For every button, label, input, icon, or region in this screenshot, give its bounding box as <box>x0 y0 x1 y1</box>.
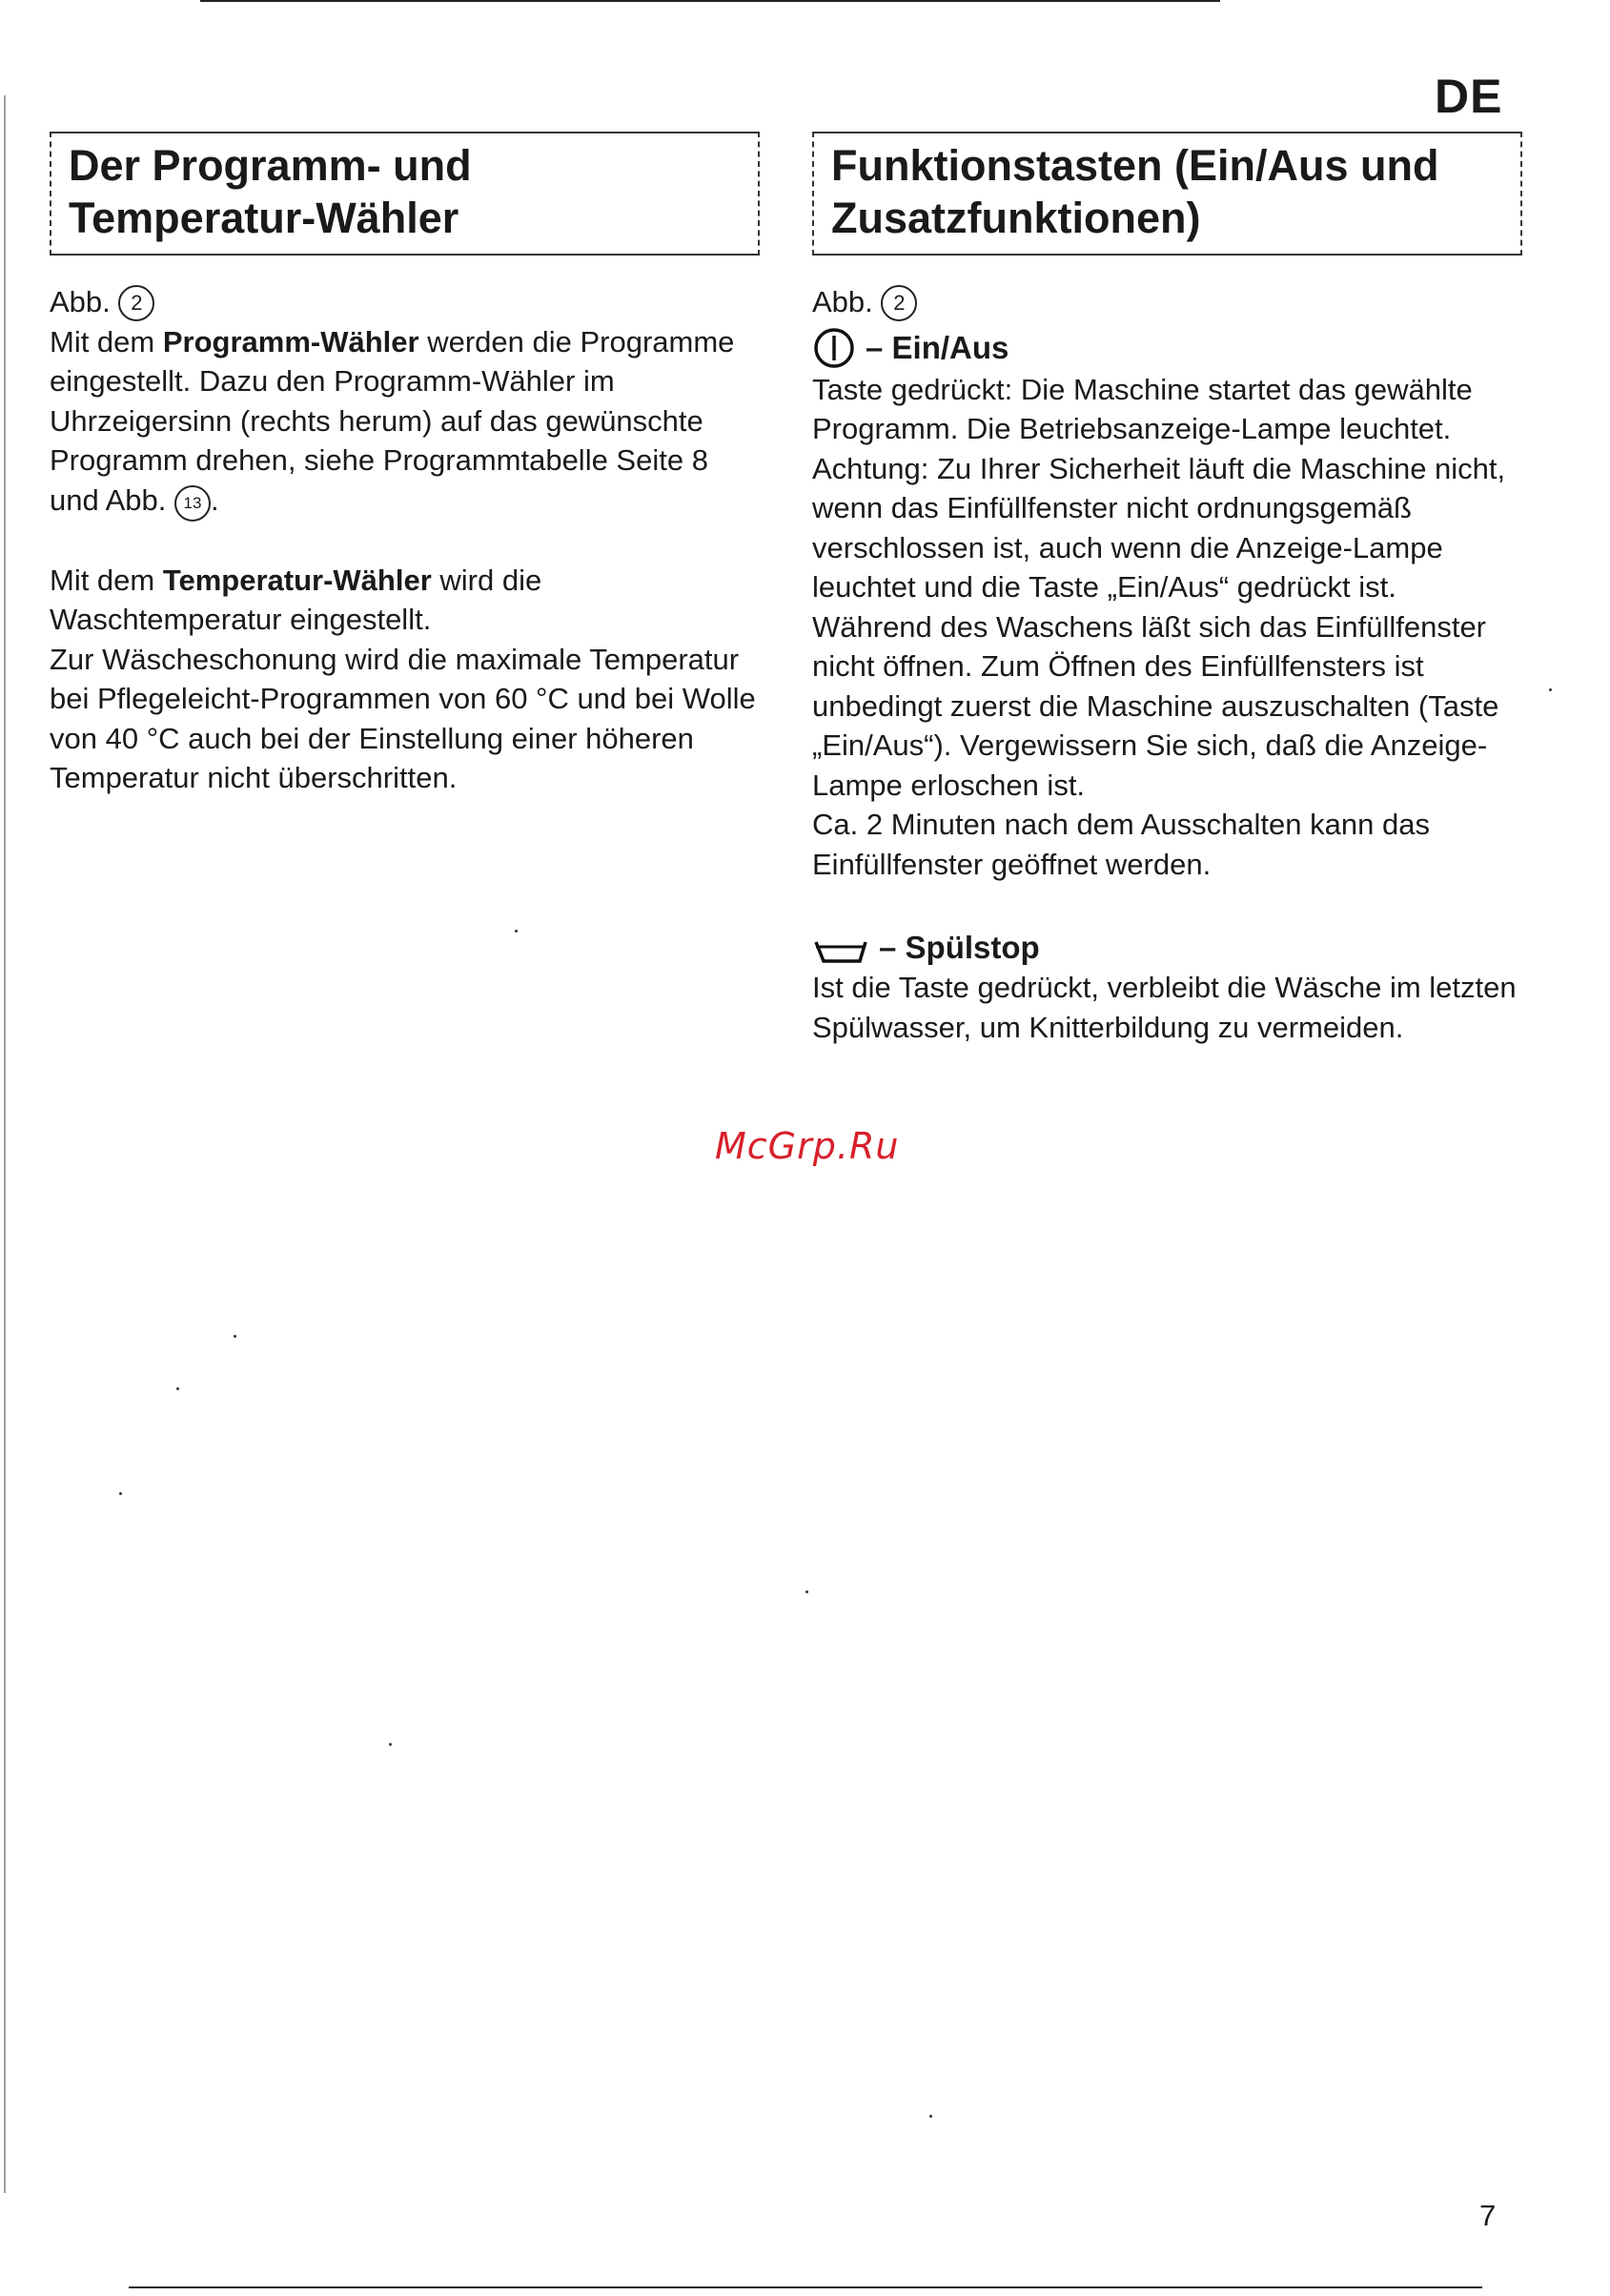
left-heading <box>50 132 760 256</box>
scan-speck <box>119 1492 122 1495</box>
language-tag: DE <box>1435 70 1503 123</box>
right-figure-ref <box>812 282 1522 322</box>
left-heading-line-2: Temperatur-Wähler <box>69 194 459 242</box>
rinse-hold-icon <box>812 933 869 962</box>
onoff-subheading <box>812 326 1522 370</box>
rinse-title: – Spülstop <box>879 930 1040 965</box>
onoff-paragraph-2: Achtung: Zu Ihrer Sicherheit läuft die Maschine nicht, wenn das Einfüllfenster nicht ordnungsgemäß verschlossen ist, auch wenn die Anzeige-Lampe leuchtet und die Taste „Ein/Aus“ gedrückt ist. <box>812 451 1506 604</box>
abb-label: Abb. <box>812 285 873 318</box>
scan-speck <box>389 1743 392 1746</box>
text-run: werden die Programme eingestellt. Dazu den Programm-Wähler im Uhrzeigersinn (rechts herum) auf das gewünschte Programm drehen, siehe Programmtabelle Seite 8 und Abb. <box>50 324 735 517</box>
bottom-rule <box>129 2286 1482 2288</box>
paragraph-gap <box>812 884 1522 923</box>
scan-speck <box>234 1335 236 1338</box>
onoff-paragraph-4: Ca. 2 Minuten nach dem Ausschalten kann das Einfüllfenster geöffnet werden. <box>812 808 1430 881</box>
text-run: wird die Waschtemperatur eingestellt. <box>50 563 542 636</box>
left-figure-ref <box>50 282 760 322</box>
scan-speck <box>805 1590 808 1593</box>
rinse-paragraph: Ist die Taste gedrückt, verbleibt die Wäsche im letzten Spülwasser, um Knitterbildung zu vermeiden. <box>812 971 1517 1044</box>
figure-number-circle: 2 <box>881 285 917 321</box>
left-heading-line-1: Der Programm- und <box>69 141 472 190</box>
program-selector-paragraph <box>50 322 760 522</box>
scan-speck <box>1549 688 1552 691</box>
scan-speck <box>176 1387 179 1390</box>
text-run: Mit dem <box>50 563 163 597</box>
abb-label: Abb. <box>50 285 111 318</box>
rinse-subheading <box>812 927 1522 968</box>
program-selector-term: Programm-Wähler <box>162 324 419 359</box>
right-body <box>812 282 1522 1047</box>
temperature-selector-paragraph <box>50 561 760 640</box>
right-column <box>812 132 1522 1047</box>
watermark: McGrp.Ru <box>715 1125 900 1167</box>
left-body <box>50 282 760 798</box>
onoff-paragraph-3: Während des Waschens läßt sich das Einfüllfenster nicht öffnen. Zum Öffnen des Einfüllfensters ist unbedingt zuerst die Maschine auszuschalten (Taste „Ein/Aus“). Vergewissern Sie sich, daß die Anzeige-Lampe erloschen ist. <box>812 609 1499 802</box>
onoff-title: – Ein/Aus <box>866 330 1009 365</box>
text-run: Mit dem <box>50 324 163 359</box>
temperature-selector-term: Temperatur-Wähler <box>162 563 432 597</box>
page-number: 7 <box>1479 2199 1497 2232</box>
figure-number-circle: 2 <box>118 285 154 321</box>
right-heading <box>812 132 1522 256</box>
left-edge-line <box>4 95 6 2193</box>
right-heading-line-1: Funktionstasten (Ein/Aus und <box>831 141 1439 190</box>
left-column <box>50 132 760 798</box>
figure-number-circle: 13 <box>174 485 211 522</box>
top-rule <box>200 0 1220 2</box>
power-icon <box>812 326 856 370</box>
right-heading-line-2: Zusatzfunktionen) <box>831 194 1201 242</box>
scan-speck <box>515 930 518 933</box>
onoff-paragraph-1: Taste gedrückt: Die Maschine startet das gewählte Programm. Die Betriebsanzeige-Lampe leuchtet. <box>812 372 1473 445</box>
paragraph-gap <box>50 522 760 561</box>
scan-speck <box>929 2115 932 2118</box>
fabric-care-paragraph: Zur Wäscheschonung wird die maximale Temperatur bei Pflegeleicht-Programmen von 60 °C und bei Wolle von 40 °C auch bei der Einstellung einer höheren Temperatur nicht überschritten. <box>50 642 756 794</box>
text-run: . <box>211 482 219 517</box>
